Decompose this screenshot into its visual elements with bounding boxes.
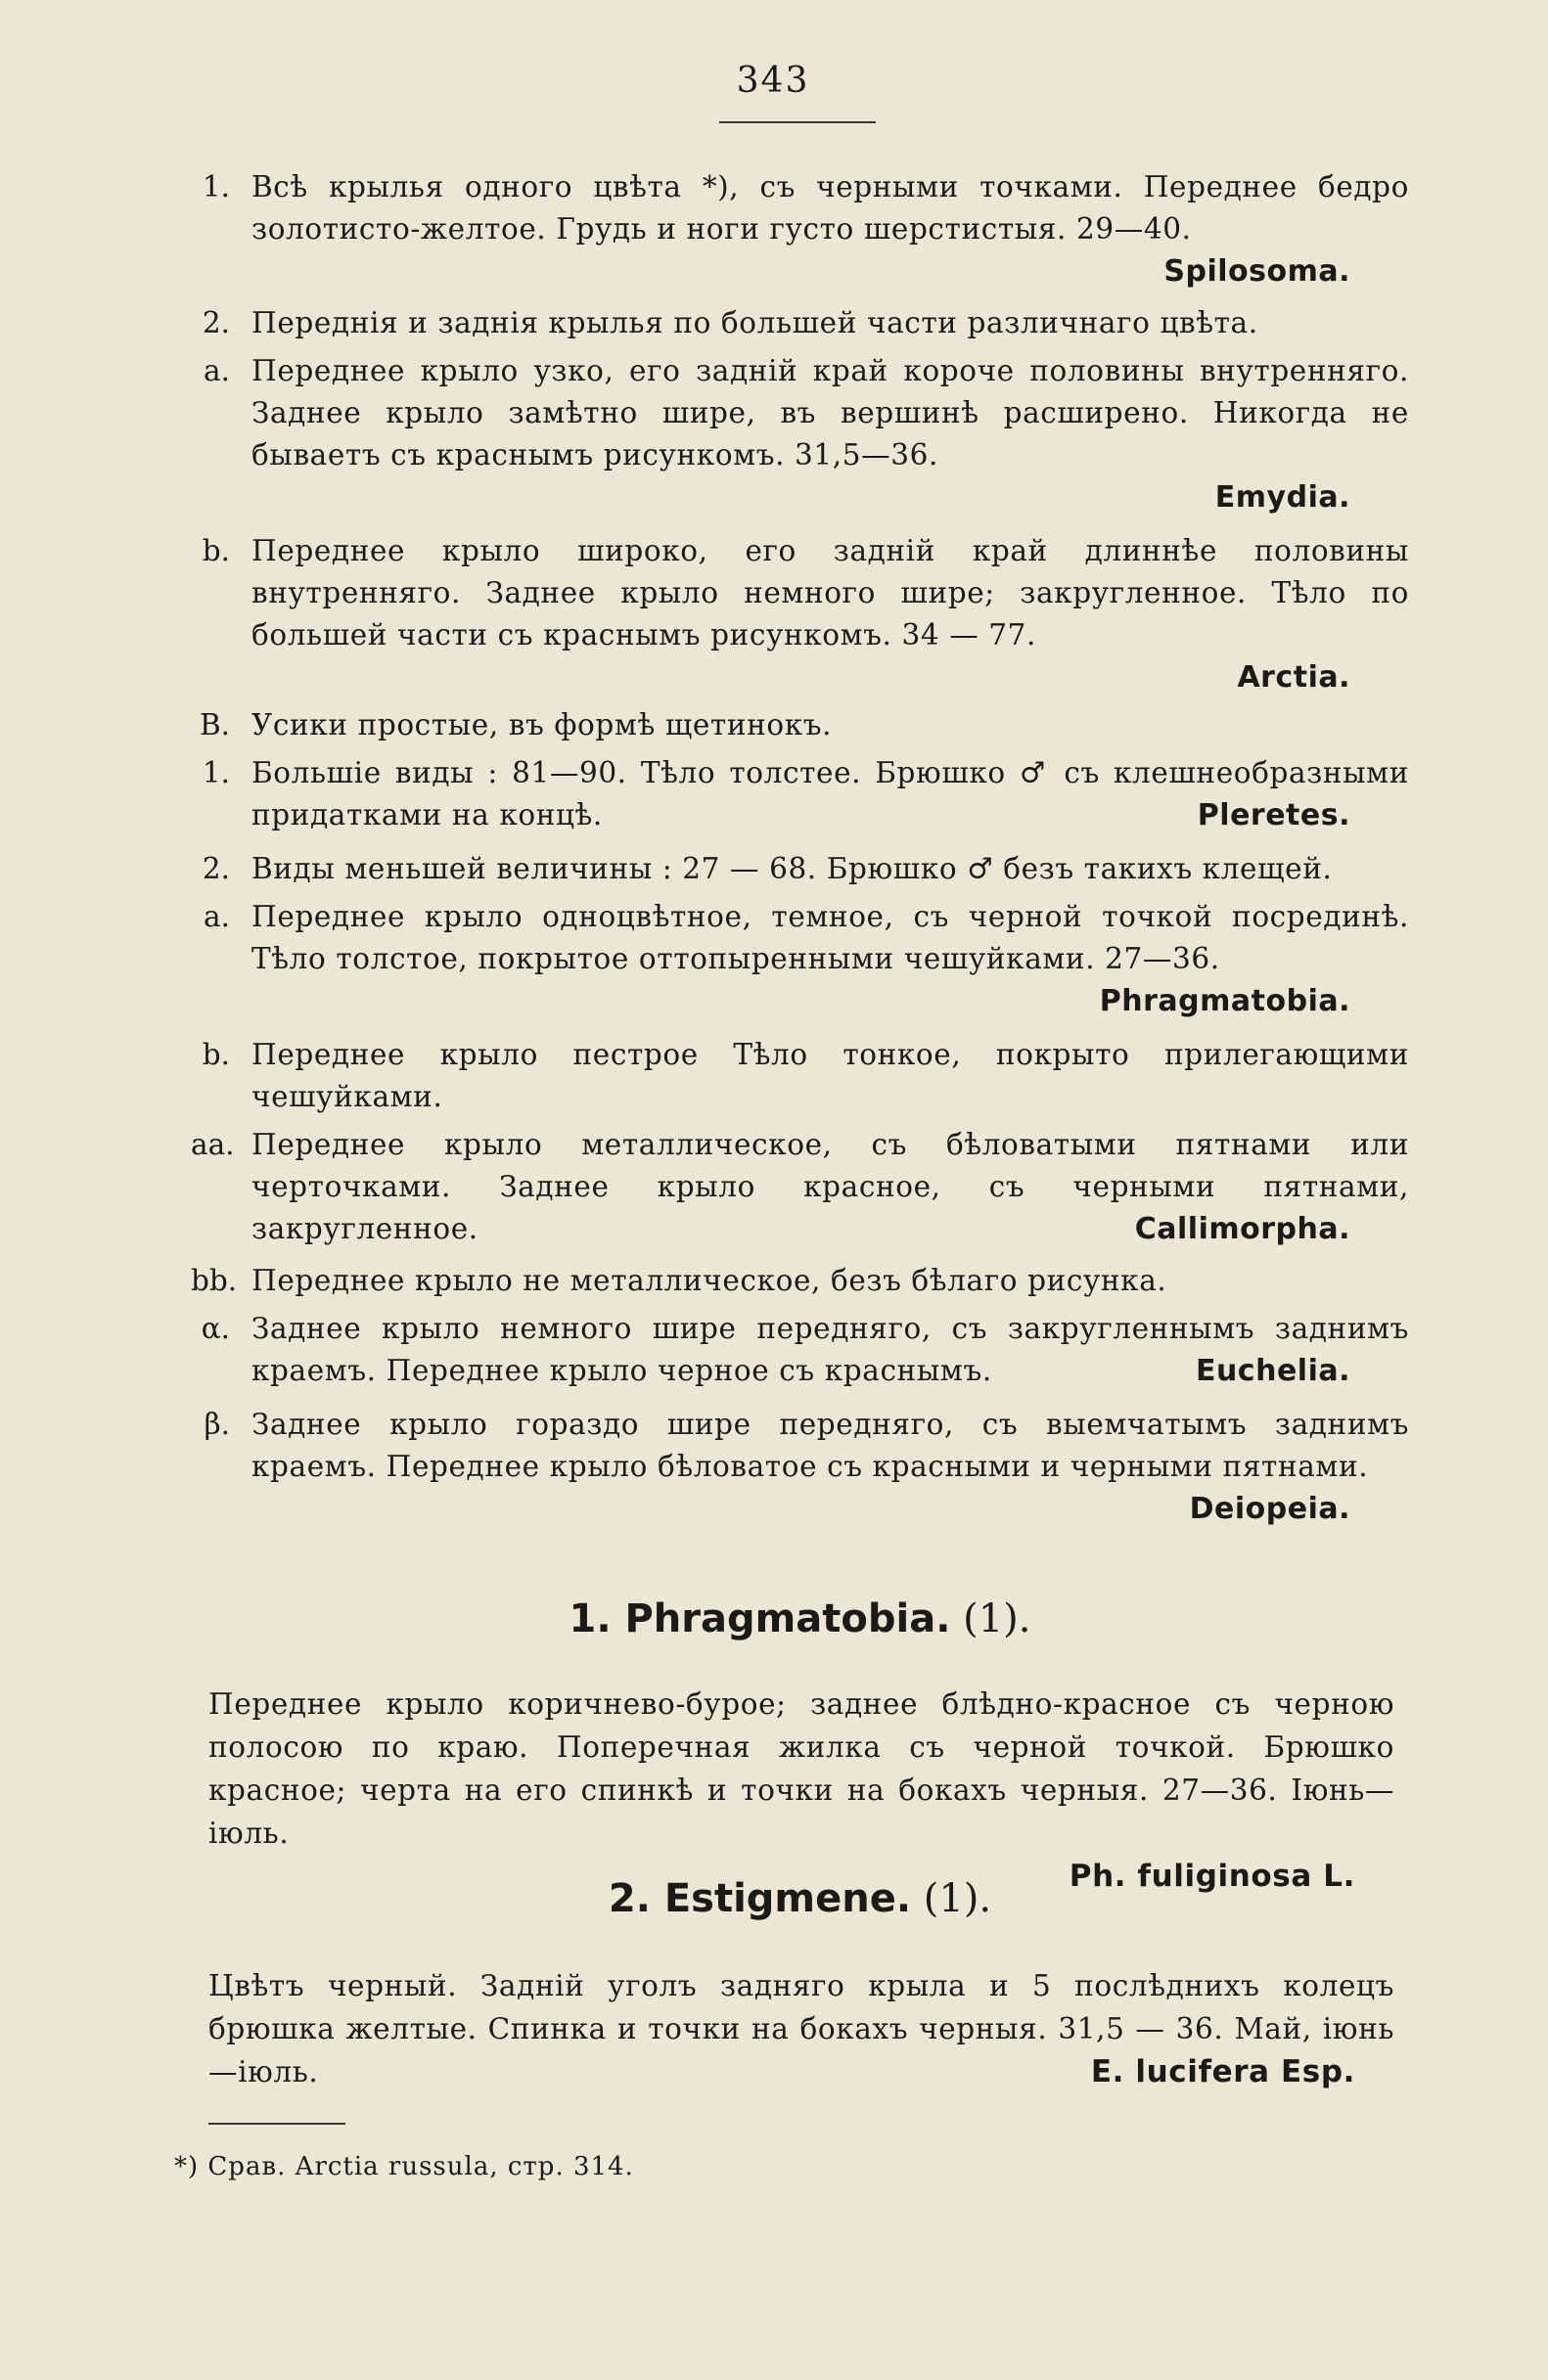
- key-entry-label: 2.: [202, 306, 230, 339]
- key-entry: [191, 1308, 1409, 1392]
- key-entry-text: Всѣ крылья одного цвѣта *), съ черными точками. Переднее бедро золотисто-желтое. Грудь и ноги густо шерстистыя. 29—40.: [251, 170, 1409, 246]
- key-entry: [191, 752, 1409, 836]
- species-description: [208, 1964, 1394, 2093]
- key-entry: [191, 166, 1409, 292]
- key-entry-text: Большіе виды : 81—90. Тѣло толстее. Брюшко ♂ съ клешнеобразными придатками на концѣ.: [251, 756, 1409, 831]
- key-entry-text: Переднее крыло узко, его задній край короче половины внутренняго. Заднее крыло замѣтно шире, въ вершинѣ расширено. Никогда не бываетъ съ краснымъ рисункомъ. 31,5—36.: [251, 354, 1409, 472]
- identification-key: [191, 166, 1409, 1530]
- key-entry: [191, 704, 1409, 746]
- genus-name: Deiopeia.: [1189, 1492, 1350, 1526]
- header-rule: [719, 121, 876, 123]
- key-entry-text: Виды меньшей величины : 27 — 68. Брюшко ♂ безъ такихъ клещей.: [251, 852, 1333, 885]
- section-count: (1).: [963, 1596, 1031, 1641]
- footnote: *) Срав. Arctia russula, стр. 314.: [174, 2152, 634, 2181]
- species-description: [208, 1683, 1394, 1898]
- key-entry-text: Переднее крыло не металлическое, безъ бѣлаго рисунка.: [251, 1264, 1167, 1297]
- key-entry-text: Переднее крыло пестрое Тѣло тонкое, покрыто прилегающими чешуйками.: [251, 1038, 1409, 1113]
- section-title: 2. Estigmene.: [608, 1876, 912, 1921]
- key-entry-label: aa.: [191, 1128, 235, 1161]
- key-entry-text: Переднее крыло металлическое, съ бѣловатыми пятнами или черточками. Заднее крыло красное, съ черными пятнами, закругленное.: [251, 1128, 1409, 1245]
- key-entry-label: β.: [204, 1408, 230, 1441]
- key-entry-label: b.: [202, 534, 230, 567]
- section-heading: [191, 1596, 1409, 1641]
- footnote-rule: [208, 2123, 345, 2125]
- key-entry: [191, 1034, 1409, 1118]
- species-text: Цвѣтъ черный. Задній уголъ задняго крыла и 5 послѣднихъ колецъ брюшка желтые. Спинка и точки на бокахъ черныя. 31,5 — 36. Май, іюнь—іюль.: [208, 1969, 1394, 2088]
- genus-name: Euchelia.: [1195, 1354, 1350, 1388]
- section-heading: [191, 1876, 1409, 1921]
- section-title: 1. Phragmatobia.: [569, 1596, 951, 1641]
- key-entry-label: 2.: [202, 852, 230, 885]
- key-entry-label: a.: [204, 900, 230, 933]
- key-entry-text: Заднее крыло гораздо шире передняго, съ выемчатымъ заднимъ краемъ. Переднее крыло бѣловатое съ красными и черными пятнами.: [251, 1408, 1409, 1483]
- page-number: 343: [736, 61, 810, 101]
- key-entry-text: Переднее крыло широко, его задній край длиннѣе половины внутренняго. Заднее крыло немного шире; закругленное. Тѣло по большей части съ краснымъ рисункомъ. 34 — 77.: [251, 534, 1409, 651]
- section-count: (1).: [923, 1876, 992, 1921]
- key-entry: [191, 1404, 1409, 1526]
- genus-name: Arctia.: [1237, 660, 1350, 695]
- key-entry: [191, 848, 1409, 890]
- genus-name: Phragmatobia.: [1099, 984, 1350, 1018]
- genus-name: Callimorpha.: [1134, 1212, 1350, 1246]
- key-entry-label: a.: [204, 354, 230, 387]
- key-entry: [191, 302, 1409, 344]
- key-entry-label: b.: [202, 1038, 230, 1071]
- genus-name: Spilosoma.: [1163, 254, 1350, 289]
- genus-name: Pleretes.: [1197, 798, 1350, 832]
- key-entry-label: 1.: [202, 170, 230, 203]
- species-name: Ph. fuliginosa L.: [1069, 1859, 1355, 1894]
- key-entry-label: B.: [199, 708, 230, 741]
- key-entry-text: Переднія и заднія крылья по большей части различнаго цвѣта.: [251, 306, 1258, 339]
- key-entry: [191, 1260, 1409, 1302]
- key-entry-label: 1.: [202, 756, 230, 789]
- species-name: E. lucifera Esp.: [1090, 2054, 1355, 2089]
- key-entry: [191, 530, 1409, 698]
- key-entry: [191, 1124, 1409, 1250]
- key-entry-label: bb.: [191, 1264, 238, 1297]
- key-entry: [191, 350, 1409, 518]
- key-entry-text: Переднее крыло одноцвѣтное, темное, съ черной точкой посрединѣ. Тѣло толстое, покрытое оттопыренными чешуйками. 27—36.: [251, 900, 1409, 975]
- key-entry-text: Усики простые, въ формѣ щетинокъ.: [251, 708, 833, 741]
- key-entry-text: Заднее крыло немного шире передняго, съ закругленнымъ заднимъ краемъ. Переднее крыло черное съ краснымъ.: [251, 1312, 1409, 1387]
- genus-name: Emydia.: [1214, 480, 1350, 515]
- species-text: Переднее крыло коричнево-бурое; заднее блѣдно-красное съ черною полосою по краю. Поперечная жилка съ черной точкой. Брюшко красное; черта на его спинкѣ и точки на бокахъ черныя. 27—36. Іюнь—іюль.: [208, 1687, 1394, 1850]
- key-entry-label: α.: [201, 1312, 230, 1345]
- key-entry: [191, 896, 1409, 1022]
